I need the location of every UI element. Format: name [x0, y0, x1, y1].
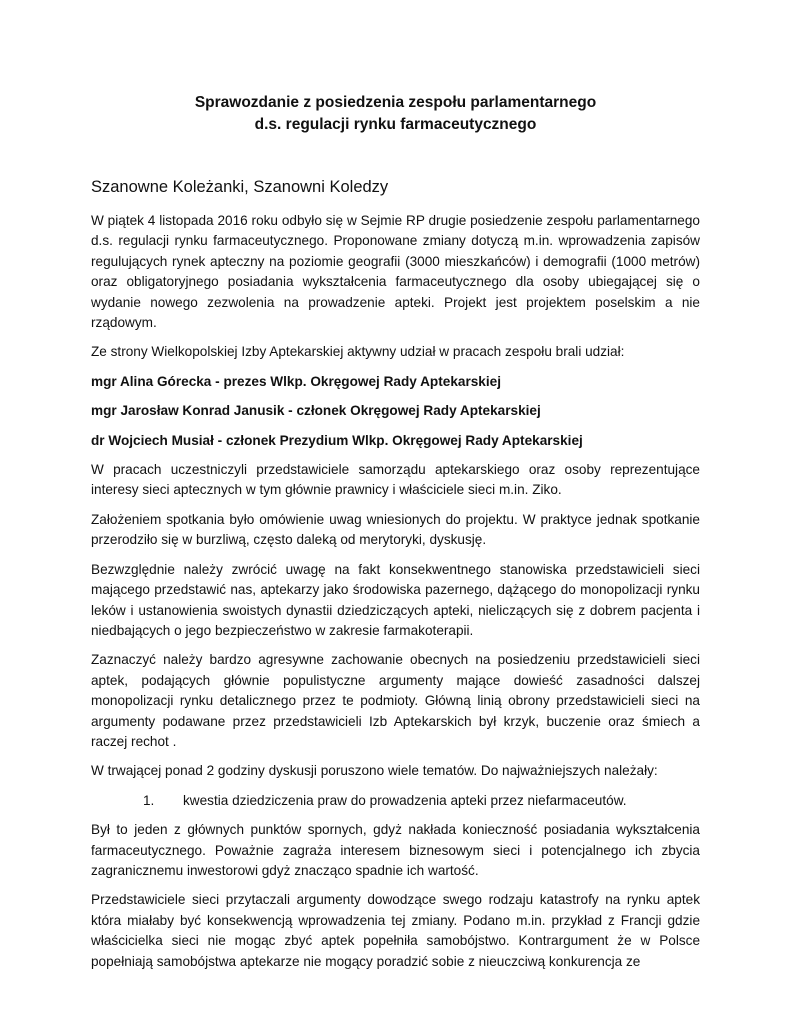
- paragraph-behavior: Zaznaczyć należy bardzo agresywne zachowanie obecnych na posiedzeniu przedstawicieli sieci aptek, podających głównie populistyczne argumenty mające dowieść zasadności dalszej monopolizacji rynku detalicznego przez te podmioty. Główną linią obrony przedstawicieli sieci na argumenty podawane przez przedstawicieli Izb Aptekarskich był krzyk, buczenie oraz śmiech a raczej rechot .: [91, 652, 700, 749]
- paragraph-participants: Ze strony Wielkopolskiej Izby Aptekarskiej aktywny udział w pracach zespołu brali udział:: [91, 344, 625, 360]
- member-2: mgr Jarosław Konrad Janusik - członek Okręgowej Rady Aptekarskiej: [91, 403, 541, 419]
- list-item: [91, 791, 700, 811]
- paragraph-attendees: W pracach uczestniczyli przedstawiciele samorządu aptekarskiego oraz osoby reprezentujące interesy sieci aptecznych w tym głównie prawnicy i właściciele sieci m.in. Ziko.: [91, 462, 700, 498]
- document-title: [91, 92, 700, 136]
- paragraph-arguments: Przedstawiciele sieci przytaczali argumenty dowodzące swego rodzaju katastrofy na rynku aptek która miałaby być konsekwencją wprowadzenia tej zmiany. Podano m.in. przykład z Francji gdzie właścicielka sieci nie mogąc zbyć aptek popełniła samobójstwo. Kontrargument że w Polsce popełniają samobójstwa aptekarze nie mogący poradzić sobie z nieuczciwą konkurencja ze: [91, 892, 700, 969]
- member-1: mgr Alina Górecka - prezes Wlkp. Okręgowej Rady Aptekarskiej: [91, 373, 501, 389]
- paragraph-purpose: Założeniem spotkania było omówienie uwag wniesionych do projektu. W praktyce jednak spotkanie przerodziło się w burzliwą, często daleką od merytoryki, dyskusję.: [91, 511, 700, 548]
- list-item-text: kwestia dziedziczenia praw do prowadzenia apteki przez niefarmaceutów.: [183, 792, 627, 808]
- paragraph-stance: Bezwzględnie należy zwrócić uwagę na fakt konsekwentnego stanowiska przedstawicieli sieci mającego przedstawić nas, aptekarzy jako środowiska pazernego, dążącego do monopolizacji rynku leków i ustanowienia swoistych dynastii dziedziczących apteki, nieliczących się z dobrem pacjenta i niedbających o jego bezpieczeństwo w zakresie farmakoterapii.: [91, 561, 700, 638]
- paragraph-intro: W piątek 4 listopada 2016 roku odbyło się w Sejmie RP drugie posiedzenie zespołu parlamentarnego d.s. regulacji rynku farmaceutycznego. Proponowane zmiany dotyczą m.in. wprowadzenia zapisów regulujących rynek apteczny na poziomie geografii (3000 mieszkańców) i demografii (1000 metrów) oraz obligatoryjnego posiadania wykształcenia farmaceutycznego dla osoby ubiegającej się o wydanie nowego zezwolenia na prowadzenie apteki. Projekt jest projektem poselskim a nie rządowym.: [91, 213, 700, 331]
- list-item-number: 1.: [143, 792, 155, 808]
- paragraph-inheritance: Był to jeden z głównych punktów spornych, gdyż nakłada konieczność posiadania wykształcenia farmaceutycznego. Poważnie zagraża interesem biznesowym sieci i potencjalnego ich zbycia zagranicznemu inwestorowi gdyż znacząco spadnie ich wartość.: [91, 822, 700, 878]
- document-body: [91, 211, 700, 981]
- greeting: Szanowne Koleżanki, Szanowni Koledzy: [91, 178, 389, 196]
- member-3: dr Wojciech Musiał - członek Prezydium Wlkp. Okręgowej Rady Aptekarskiej: [91, 432, 583, 448]
- paragraph-topics: W trwającej ponad 2 godziny dyskusji poruszono wiele tematów. Do najważniejszych należały:: [91, 763, 658, 779]
- title-line-2: d.s. regulacji rynku farmaceutycznego: [254, 116, 537, 133]
- title-line-1: Sprawozdanie z posiedzenia zespołu parlamentarnego: [194, 94, 597, 111]
